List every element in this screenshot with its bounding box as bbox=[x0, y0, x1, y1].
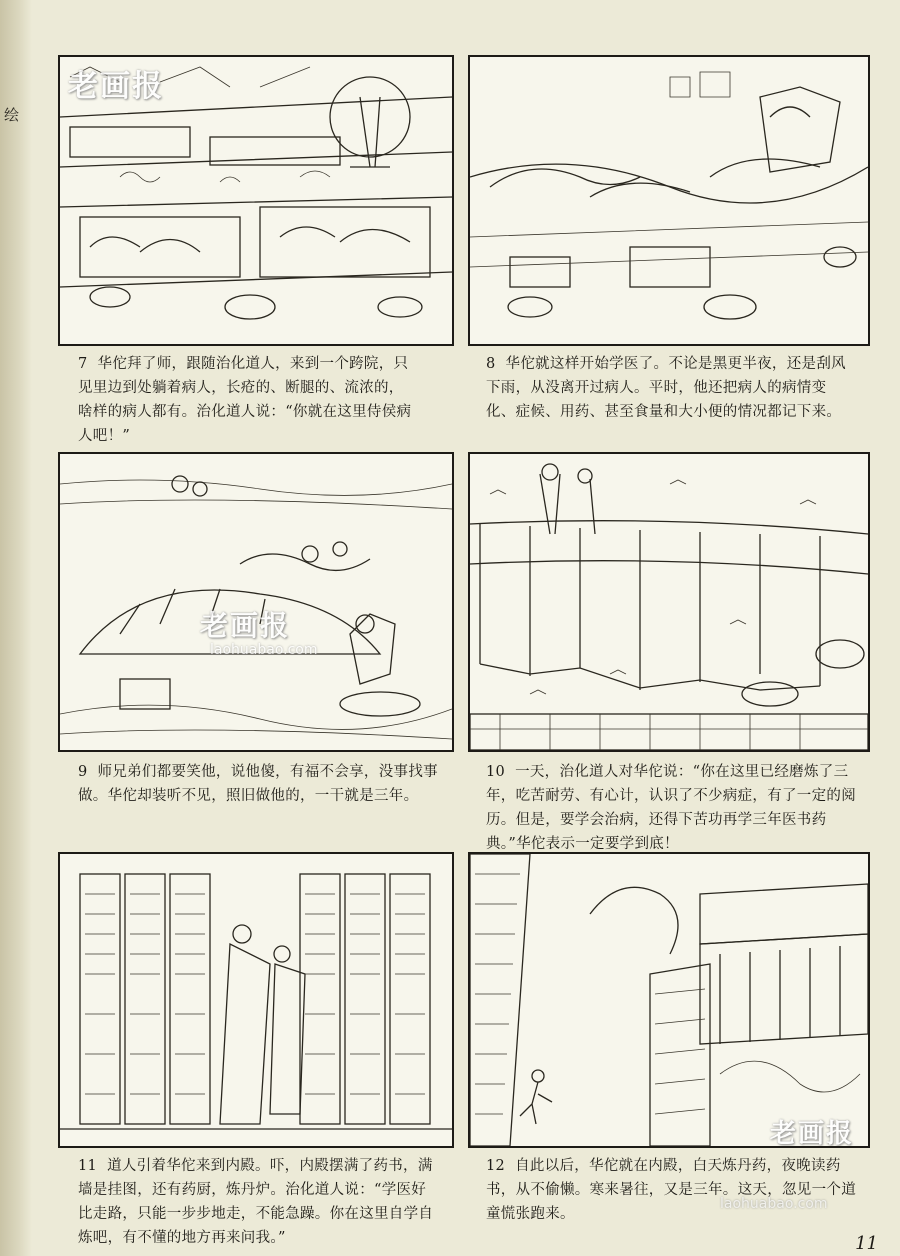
panel-12-illustration bbox=[468, 852, 870, 1148]
watermark-url-footer: laohuabao.com bbox=[720, 1196, 828, 1212]
panel-10-text: 一天，治化道人对华佗说：“你在这里已经磨炼了三年，吃苦耐劳、有心计，认识了不少病症，有了一定的阅历。但是，要学会治病，还得下苦功再学三年医书药典。”华佗表示一定要学到底！ bbox=[486, 764, 856, 852]
panel-11-caption bbox=[78, 1154, 438, 1250]
panel-10-illustration bbox=[468, 452, 870, 752]
panel-7-caption bbox=[78, 352, 418, 448]
watermark-logo-center: 老画报 bbox=[200, 609, 291, 642]
watermark-logo-corner: 老画报 bbox=[769, 1119, 854, 1148]
panel-12-drawing bbox=[470, 854, 868, 1146]
panel-8-illustration bbox=[468, 55, 870, 346]
panel-12-caption bbox=[486, 1154, 856, 1226]
gutter-text: 绘 bbox=[4, 106, 20, 124]
watermark-url: laohuabao.com bbox=[210, 642, 318, 658]
panel-9-caption bbox=[78, 760, 438, 808]
panel-12-number: 12 bbox=[486, 1158, 506, 1174]
panel-11-drawing bbox=[60, 854, 452, 1146]
watermark-logo: 老画报 bbox=[68, 69, 164, 104]
panel-11-text: 道人引着华佗来到内殿。吓，内殿摆满了药书，满墙是挂图，还有药厨，炼丹炉。治化道人说：“学医好比走路，只能一步步地走，不能急躁。你在这里自学自炼吧，有不懂的地方再来问我。” bbox=[78, 1158, 434, 1246]
panel-8-number: 8 bbox=[486, 356, 496, 372]
panel-7-number: 7 bbox=[78, 356, 88, 372]
panel-12-text: 自此以后，华佗就在内殿，白天炼丹药，夜晚读药书，从不偷懒。寒来暑往，又是三年。这天，忽见一个道童慌张跑来。 bbox=[486, 1158, 856, 1222]
panel-7-text: 华佗拜了师，跟随治化道人，来到一个跨院，只见里边到处躺着病人，长疮的、断腿的、流浓的，啥样的病人都有。治化道人说：“你就在这里侍侯病人吧！” bbox=[78, 356, 412, 444]
panel-11-number: 11 bbox=[78, 1158, 98, 1174]
panel-10-drawing bbox=[470, 454, 868, 750]
panel-8-caption bbox=[486, 352, 846, 424]
page-number: 11 bbox=[855, 1233, 878, 1254]
panel-8-text: 华佗就这样开始学医了。不论是黑更半夜，还是刮风下雨，从没离开过病人。平时，他还把病人的病情变化、症候、用药、甚至食量和大小便的情况都记下来。 bbox=[486, 356, 846, 420]
panel-9-number: 9 bbox=[78, 764, 88, 780]
panel-10-number: 10 bbox=[486, 764, 506, 780]
panel-11-illustration bbox=[58, 852, 454, 1148]
panel-9-drawing bbox=[60, 454, 452, 750]
binding-gutter bbox=[0, 0, 32, 1256]
panel-10-caption bbox=[486, 760, 856, 856]
panel-9-text: 师兄弟们都要笑他，说他傻，有福不会享，没事找事做。华佗却装听不见，照旧做他的，一干就是三年。 bbox=[78, 764, 438, 804]
panel-7-illustration bbox=[58, 55, 454, 346]
panel-8-drawing bbox=[470, 57, 868, 344]
panel-9-illustration bbox=[58, 452, 454, 752]
